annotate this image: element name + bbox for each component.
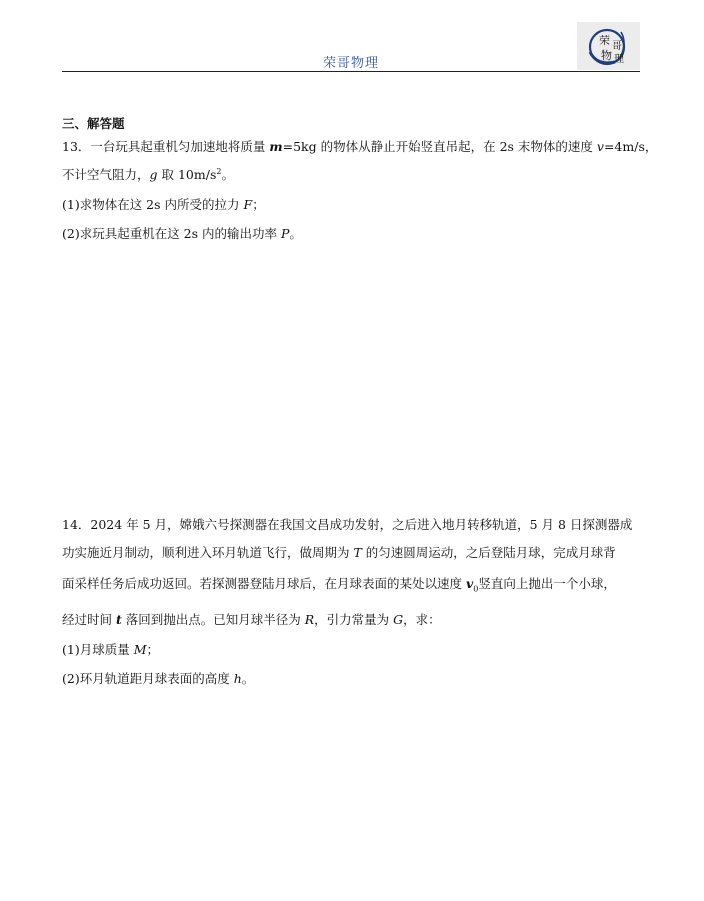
q14-line-2 (62, 543, 616, 561)
text: 竖直向上抛出一个小球， (478, 576, 616, 591)
q13-line-1 (62, 137, 657, 155)
logo-char-3: 物 (601, 49, 612, 62)
logo-char-1: 荣 (599, 34, 610, 47)
subscript: 0 (473, 584, 479, 594)
q13-part-1 (62, 195, 265, 213)
text: ； (146, 642, 160, 657)
text: 功实施近月制动，顺利进入环月轨道飞行，做周期为 (62, 545, 354, 560)
text: 。 (289, 226, 302, 241)
q13-line-2 (62, 165, 234, 183)
text: 取 10m/s (157, 167, 217, 182)
text: 的匀速圆周运动，之后登陆月球，完成月球背 (361, 545, 616, 560)
q14-line-1: 14．2024 年 5 月，嫦娥六号探测器在我国文昌成功发射，之后进入地月转移轨道，5 月 8 日探测器成 (62, 517, 633, 532)
text: =4m/s， (603, 139, 658, 154)
header-title: 荣哥物理 (322, 56, 379, 71)
var-h: h (233, 671, 242, 686)
text: (2)环月轨道距月球表面的高度 (62, 671, 234, 686)
var-G: G (393, 612, 404, 627)
text: 落回到抛出点。已知月球半径为 (121, 612, 305, 627)
var-g: g (149, 167, 158, 182)
var-P: P (281, 226, 290, 241)
q14-line-4 (62, 610, 441, 628)
var-m: m (269, 139, 283, 154)
logo-char-4: 理 (614, 54, 624, 65)
var-v: v (596, 139, 604, 154)
section-title: 三、解答题 (62, 116, 125, 131)
text: 不计空气阻力， (62, 167, 150, 182)
text: (1)求物体在这 2s 内所受的拉力 (62, 197, 244, 212)
q13-part-2 (62, 224, 302, 242)
text: 。 (241, 671, 255, 686)
superscript: 2 (216, 166, 222, 176)
text: ； (252, 197, 265, 212)
var-M: M (133, 642, 147, 657)
text: 经过时间 (62, 612, 116, 627)
text: (2)求玩具起重机在这 2s 内的输出功率 (62, 226, 281, 241)
logo-char-2: 哥 (612, 41, 622, 52)
text: 。 (221, 167, 234, 182)
text: ，求： (403, 612, 441, 627)
text: =5kg 的物体从静止开始竖直吊起，在 2s 末物体的速度 (282, 139, 597, 154)
var-T: T (353, 545, 362, 560)
text: (1)月球质量 (62, 642, 134, 657)
text: ，引力常量为 (314, 612, 394, 627)
var-F: F (243, 197, 253, 212)
q14-line-3 (62, 574, 616, 594)
logo (577, 22, 640, 70)
var-v0: v (465, 576, 474, 591)
var-R: R (304, 612, 315, 627)
page-header (62, 22, 640, 72)
q14-part-1 (62, 640, 159, 658)
q14-part-2 (62, 669, 254, 687)
var-t: t (115, 612, 122, 627)
logo-icon (577, 22, 640, 70)
text: 13．一台玩具起重机匀加速地将质量 (62, 139, 270, 154)
header-divider (62, 71, 640, 72)
text: 面采样任务后成功返回。若探测器登陆月球后，在月球表面的某处以速度 (62, 576, 466, 591)
